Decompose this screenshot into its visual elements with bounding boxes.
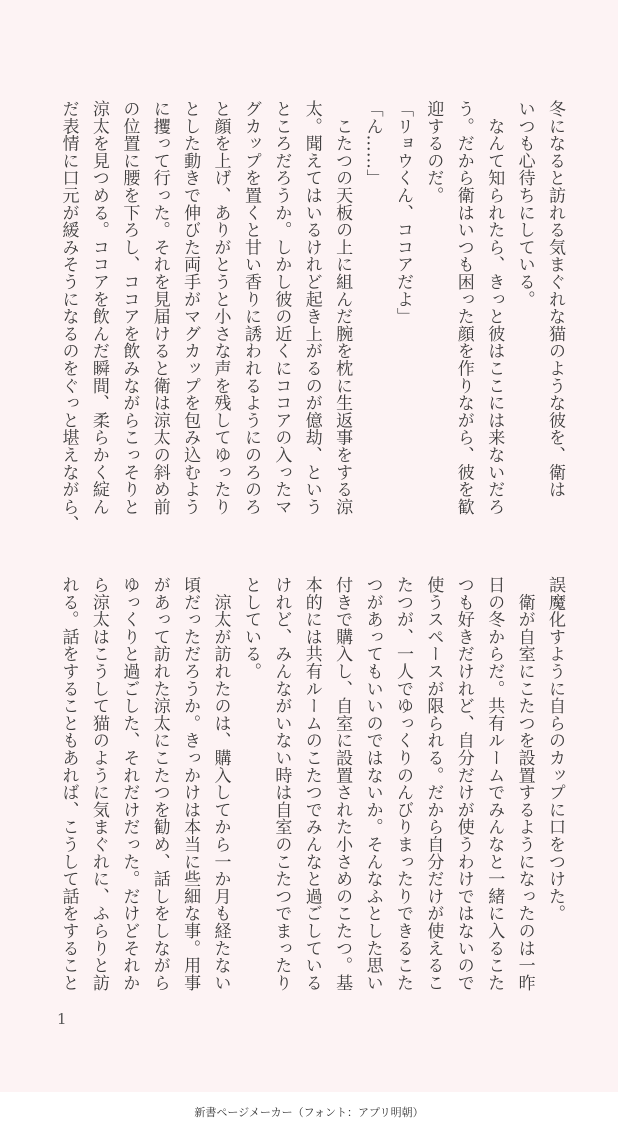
- text-line: 「リョウくん、ココアだよ」: [392, 100, 413, 325]
- text-line: としている。: [240, 576, 261, 680]
- text-line: 誤魔化すように自らのカップに口をつけた。: [545, 576, 565, 922]
- text-line: だ表情に口元が緩みそうになるのをぐっと堪えながら、: [58, 100, 79, 533]
- text-line: 冬になると訪れる気まぐれな猫のような彼を、衛は: [545, 100, 565, 498]
- text-line: とした動きで伸びた両手がマグカップを包み込むよう: [180, 100, 201, 516]
- text-line: ところだろうか。しかし彼の近くにココアの入ったマ: [271, 100, 292, 516]
- text-block-bottom: [53, 576, 570, 1016]
- text-line: けれど、みんながいない時は自室のこたつでまったり: [271, 576, 292, 992]
- text-line: 「ん……」: [362, 100, 383, 187]
- text-line: に攫って行った。それを見届けると衛は涼太の斜め前: [149, 100, 170, 516]
- text-line: たつが、一人でゆっくりのんびりまったりできるこた: [392, 576, 413, 992]
- footer-caption: 新書ページメーカー（フォント：アプリ明朝）: [0, 1092, 618, 1132]
- text-line: う。だから衛はいつも困った顔を作りながら、彼を歓: [453, 100, 474, 516]
- text-line: つも好きだけれど、自分だけが使うわけではないので: [453, 576, 474, 992]
- page-number: 1: [57, 1010, 67, 1028]
- text-line: 迎するのだ。: [423, 100, 444, 204]
- text-line: 使うスペースが限られる。だから自分だけが使えるこ: [423, 576, 444, 992]
- text-line: の位置に腰を下ろし、ココアを飲みながらこっそりと: [119, 100, 140, 516]
- text-line: 太。聞えてはいるけれど起き上がるのが億劫、という: [301, 100, 322, 516]
- text-block-top: [53, 100, 570, 540]
- text-line: こたつの天板の上に組んだ腕を枕に生返事をする涼: [332, 100, 353, 516]
- text-line: があって訪れた涼太にこたつを勧め、話しをしながら: [149, 576, 170, 992]
- text-line: 涼太が訪れたのは、購入してから一か月も経たない: [210, 576, 231, 992]
- text-line: 衛が自室にこたつを設置するようになったのは一昨: [514, 576, 535, 992]
- text-line: れる。話をすることもあれば、こうして話をすること: [58, 576, 79, 992]
- text-line: 付きで購入し、自室に設置された小さめのこたつ。基: [332, 576, 353, 992]
- text-line: 日の冬からだ。共有ルームでみんなと一緒に入るこた: [484, 576, 505, 992]
- text-line: グカップを置くと甘い香りに誘われるようにのろのろ: [240, 100, 261, 516]
- text-line: なんて知られたら、きっと彼はここには来ないだろ: [484, 100, 505, 516]
- text-line: 頃だっただろうか。きっかけは本当に些細な事。用事: [180, 576, 201, 992]
- text-line: ら涼太はこうして猫のように気まぐれに、ふらりと訪: [88, 576, 109, 992]
- text-line: 涼太を見つめる。ココアを飲んだ瞬間、柔らかく綻ん: [88, 100, 109, 516]
- text-line: ゆっくりと過ごした、それだけだった。だけどそれか: [119, 576, 140, 992]
- text-line: いつも心待ちにしている。: [514, 100, 535, 308]
- text-line: と顔を上げ、ありがとうと小さな声を残してゆったり: [210, 100, 231, 516]
- text-line: つがあってもいいのではないか。そんなふとした思い: [362, 576, 383, 992]
- text-line: 本的には共有ルームのこたつでみんなと過ごしている: [301, 576, 322, 992]
